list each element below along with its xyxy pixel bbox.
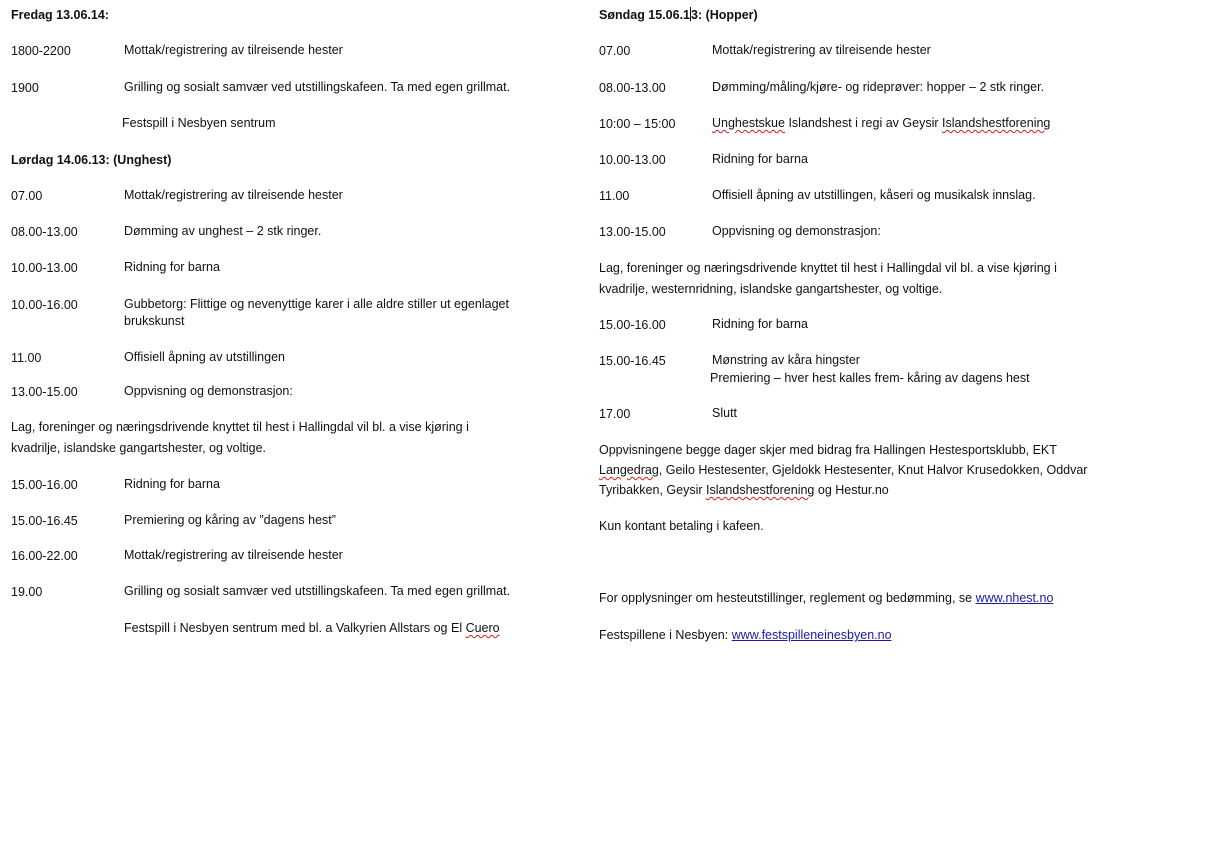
sunday-paragraph-line: kvadrilje, westernridning, islandske gangartshester, og voltige. [599,282,943,296]
schedule-desc-part: Islandshestforening [941,116,1051,130]
sponsors-part: og Hestur.no [814,483,889,497]
schedule-time: 1900 [11,81,39,95]
sponsors-line: Oppvisningene begge dager skjer med bidrag fra Hallingen Hestesportsklubb, EKT [599,443,1057,457]
schedule-desc: Ridning for barna [124,477,220,491]
sponsors-line [599,462,1087,478]
festival-text: Festspill i Nesbyen sentrum med bl. a Valkyrien Allstars og El [124,621,466,635]
schedule-desc: Mønstring av kåra hingster [712,353,860,367]
schedule-desc: Slutt [712,406,738,420]
schedule-desc: Dømming/måling/kjøre- og rideprøver: hopper – 2 stk ringer. [712,80,1045,94]
festival-line [124,620,500,637]
schedule-desc: Ridning for barna [712,317,808,331]
schedule-desc-part: Unghestskue [712,116,785,130]
saturday-paragraph-line: kvadrilje, islandske gangartshester, og voltige. [11,441,267,455]
schedule-desc: Oppvisning og demonstrasjon: [712,224,881,238]
schedule-time: 07.00 [11,189,43,203]
festspillene-link[interactable]: www.festspilleneinesbyen.no [731,628,892,642]
schedule-time: 19.00 [11,585,43,599]
schedule-desc: Premiering og kåring av ”dagens hest” [124,513,336,527]
schedule-desc: Dømming av unghest – 2 stk ringer. [124,224,322,238]
festival-info-text: Festspillene i Nesbyen: [599,628,732,642]
saturday-header: Lørdag 14.06.13: (Unghest) [11,153,172,167]
sponsors-line [599,482,889,498]
sunday-header [599,7,758,23]
sponsors-part: , Geilo Hestesenter, Gjeldokk Hestesenter, Knut Halvor Krusedokken, Oddvar [658,463,1088,477]
schedule-time: 10.00-13.00 [599,153,666,167]
schedule-time: 15.00-16.00 [11,478,78,492]
saturday-paragraph-line: Lag, foreninger og næringsdrivende knyttet til hest i Hallingdal vil bl. a vise kjøring i [11,420,469,434]
festival-text-misspelled: Cuero [465,621,500,635]
nhest-link[interactable]: www.nhest.no [975,591,1054,605]
schedule-desc: Grilling og sosialt samvær ved utstillingskafeen. Ta med egen grillmat. [124,584,511,598]
schedule-time: 10:00 – 15:00 [599,117,676,131]
schedule-time: 07.00 [599,44,631,58]
schedule-time: 10.00-13.00 [11,261,78,275]
schedule-desc-part: Islandshest i regi av Geysir [784,116,942,130]
schedule-time: 13.00-15.00 [599,225,666,239]
sponsors-part: Islandshestforening [705,483,815,497]
schedule-time: 10.00-16.00 [11,298,78,312]
schedule-time: 15.00-16.45 [599,354,666,368]
sponsors-part: Langedrag [599,463,659,477]
festival-info-line [599,627,892,643]
info-text: For opplysninger om hesteutstillinger, reglement og bedømming, se [599,591,976,605]
cash-note: Kun kontant betaling i kafeen. [599,519,764,533]
sunday-header-part: 3: (Hopper) [691,8,758,22]
schedule-desc: Gubbetorg: Flittige og nevenyttige karer i alle aldre stiller ut egenlaget brukskunst [124,297,509,328]
premiering-line: Premiering – hver hest kalles frem- kåring av dagens hest [710,371,1030,385]
schedule-desc: Mottak/registrering av tilreisende hester [712,43,931,57]
schedule-desc: Festspill i Nesbyen sentrum [122,116,276,130]
info-line [599,590,1053,606]
sponsors-part: Tyribakken, Geysir [599,483,706,497]
schedule-time: 1800-2200 [11,44,71,58]
sunday-header-part: Søndag 15.06.1 [599,8,691,22]
schedule-desc: Oppvisning og demonstrasjon: [124,384,293,398]
schedule-desc: Offisiell åpning av utstillingen, kåseri og musikalsk innslag. [712,188,1036,202]
friday-header: Fredag 13.06.14: [11,8,109,22]
schedule-time: 11.00 [599,189,630,203]
schedule-desc: Mottak/registrering av tilreisende hester [124,548,343,562]
sunday-paragraph-line: Lag, foreninger og næringsdrivende knyttet til hest i Hallingdal vil bl. a vise kjøring i [599,261,1057,275]
schedule-desc: Ridning for barna [712,152,808,166]
schedule-desc [712,115,1050,132]
schedule-time: 08.00-13.00 [11,225,78,239]
schedule-time: 08.00-13.00 [599,81,666,95]
schedule-desc: Ridning for barna [124,260,220,274]
schedule-time: 13.00-15.00 [11,385,78,399]
schedule-time: 11.00 [11,351,42,365]
schedule-time: 15.00-16.00 [599,318,666,332]
schedule-time: 15.00-16.45 [11,514,78,528]
schedule-time: 16.00-22.00 [11,549,78,563]
schedule-desc: Grilling og sosialt samvær ved utstillingskafeen. Ta med egen grillmat. [124,80,511,94]
schedule-desc: Mottak/registrering av tilreisende hester [124,188,343,202]
schedule-desc: Offisiell åpning av utstillingen [124,350,285,364]
schedule-desc: Mottak/registrering av tilreisende hester [124,43,343,57]
schedule-time: 17.00 [599,407,631,421]
